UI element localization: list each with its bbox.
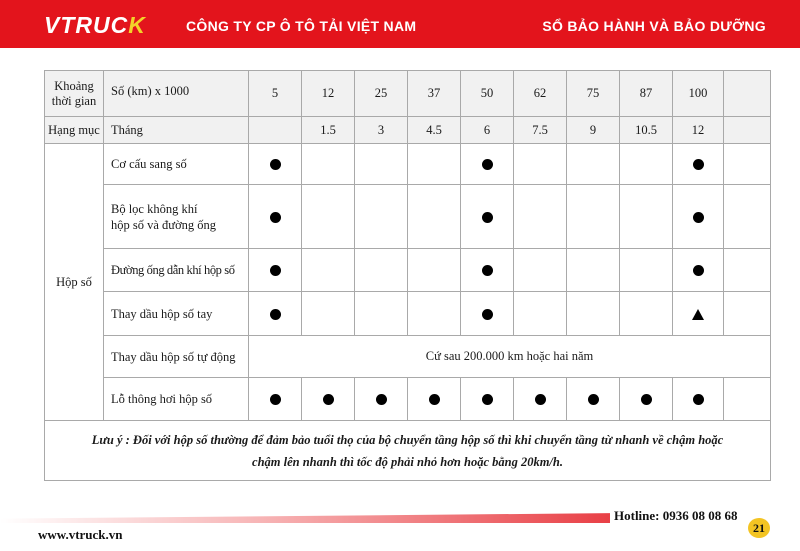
dot-mark	[270, 265, 281, 276]
maintenance-schedule-table	[44, 70, 771, 481]
dot-mark	[693, 265, 704, 276]
company-name: CÔNG TY CP Ô TÔ TẢI VIỆT NAM	[186, 18, 417, 34]
website-link[interactable]: www.vtruck.vn	[38, 527, 123, 542]
dot-mark	[482, 394, 493, 405]
km-cell: 87	[620, 71, 673, 117]
row-label: Cơ cấu sang số	[104, 144, 249, 185]
dot-mark	[693, 212, 704, 223]
month-cell: 6	[461, 117, 514, 144]
table-row	[45, 378, 771, 421]
row-label: Lỗ thông hơi hộp số	[104, 378, 249, 421]
row-label: Thay dầu hộp số tay	[104, 292, 249, 336]
dot-mark	[693, 159, 704, 170]
span-note: Cứ sau 200.000 km hoặc hai năm	[249, 336, 771, 378]
month-cell: 3	[355, 117, 408, 144]
document-title: SỔ BẢO HÀNH VÀ BẢO DƯỠNG	[542, 18, 766, 34]
month-cell: 4.5	[408, 117, 461, 144]
dot-mark	[376, 394, 387, 405]
month-cell: 1.5	[302, 117, 355, 144]
note-row	[45, 421, 771, 481]
vtruck-logo: VTRUCK	[44, 12, 146, 38]
month-cell: 10.5	[620, 117, 673, 144]
km-cell: 5	[249, 71, 302, 117]
empty-cell	[724, 71, 771, 117]
table-row	[45, 249, 771, 292]
month-label: Tháng	[104, 117, 249, 144]
dot-mark	[482, 265, 493, 276]
month-cell: 12	[673, 117, 724, 144]
row-label: Bộ lọc không khí hộp số và đường ống	[104, 185, 249, 249]
dot-mark	[270, 309, 281, 320]
note-text: Lưu ý : Đối với hộp số thường để đảm bảo tuổi thọ của bộ chuyển tầng hộp số thì khi chuyển tầng từ nhanh về chậm hoặc chậm lên nhanh thì tốc độ phải nhỏ hơn hoặc bằng 20km/h.	[45, 421, 771, 481]
month-header-row	[45, 117, 771, 144]
km-cell: 75	[567, 71, 620, 117]
km-cell: 12	[302, 71, 355, 117]
dot-mark	[270, 159, 281, 170]
table-row	[45, 144, 771, 185]
month-cell: 7.5	[514, 117, 567, 144]
dot-mark	[588, 394, 599, 405]
dot-mark	[270, 212, 281, 223]
km-cell: 62	[514, 71, 567, 117]
hotline: Hotline: 0936 08 08 68	[610, 508, 742, 524]
row-label: Đường ống dẫn khí hộp số	[104, 249, 249, 292]
km-cell: 100	[673, 71, 724, 117]
dot-mark	[693, 394, 704, 405]
table-row	[45, 336, 771, 378]
triangle-mark	[692, 309, 704, 320]
group-label: Hộp số	[45, 144, 104, 421]
dot-mark	[482, 159, 493, 170]
dot-mark	[429, 394, 440, 405]
page-header	[0, 0, 800, 48]
interval-label: Khoảng thời gian	[45, 71, 104, 117]
table-row	[45, 185, 771, 249]
table-row	[45, 292, 771, 336]
category-label: Hạng mục	[45, 117, 104, 144]
page-number: 21	[748, 518, 770, 538]
km-cell: 37	[408, 71, 461, 117]
dot-mark	[482, 309, 493, 320]
dot-mark	[323, 394, 334, 405]
month-cell	[249, 117, 302, 144]
dot-mark	[482, 212, 493, 223]
km-cell: 50	[461, 71, 514, 117]
month-cell: 9	[567, 117, 620, 144]
dot-mark	[270, 394, 281, 405]
dot-mark	[641, 394, 652, 405]
km-cell: 25	[355, 71, 408, 117]
row-label: Thay dầu hộp số tự động	[104, 336, 249, 378]
empty-cell	[724, 117, 771, 144]
dot-mark	[535, 394, 546, 405]
km-header-row	[45, 71, 771, 117]
km-label: Số (km) x 1000	[104, 71, 249, 117]
